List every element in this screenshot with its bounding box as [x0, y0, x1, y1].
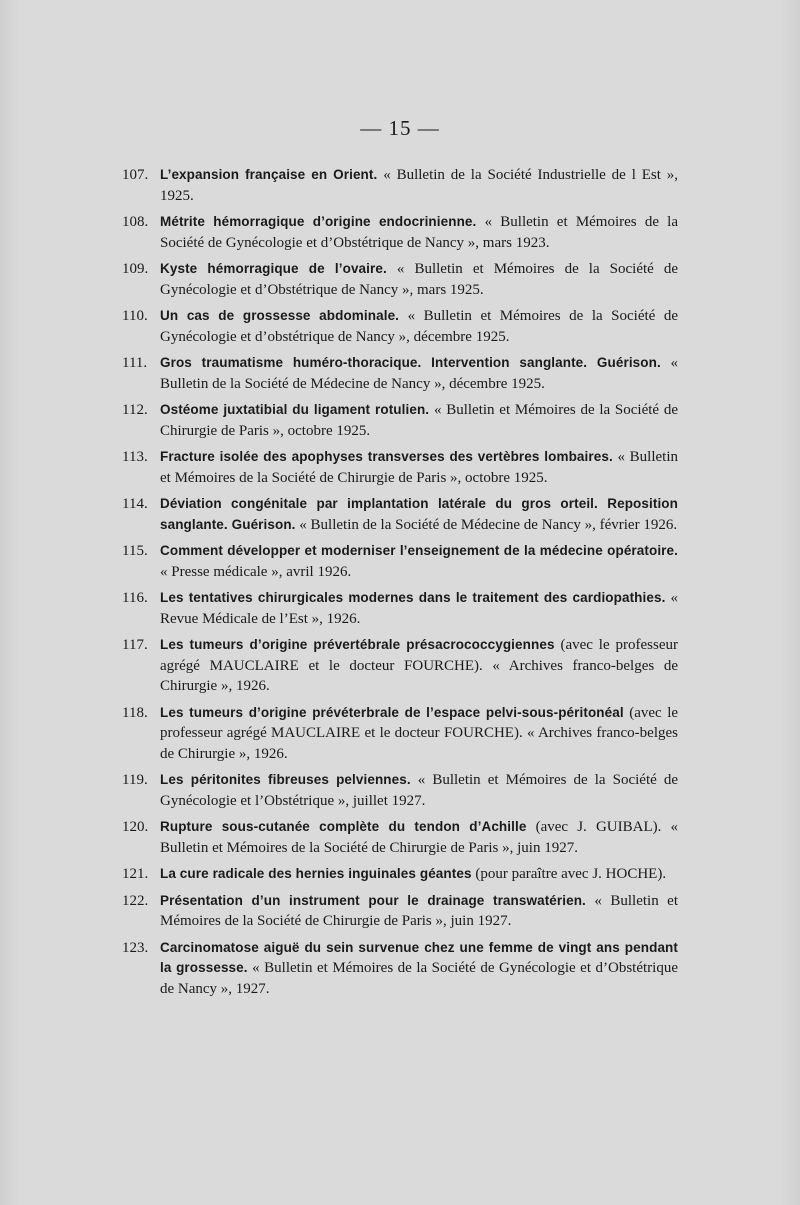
entry-reference: « Presse médicale », avril 1926. [160, 563, 352, 580]
entry-number: 121. [122, 866, 149, 882]
entry-number: 117. [122, 637, 148, 653]
entry-number: 110. [122, 308, 148, 324]
entry-reference: « Revue Médicale de l’Est », 1926. [160, 590, 678, 627]
entry-number: 118. [122, 704, 148, 721]
entry-title: La cure radicale des hernies inguinales géantes [160, 866, 472, 881]
entry-reference: « Bulletin et Mémoires de la Société de Gynécologie et d’Obstétrique de Nancy », mars 1925. [160, 261, 679, 298]
entry-title: Carcinomatose aiguë du sein survenue chez une femme de vingt ans pendant la grossesse. [160, 939, 678, 975]
entry-number: 113. [122, 449, 148, 465]
entry-title: Les péritonites fibreuses pelviennes. [160, 772, 411, 787]
entry-number: 112. [122, 402, 148, 418]
entry-reference: « Bulletin et Mémoires de la Société de Gynécologie et d’obstétrique de Nancy », décembre 1925. [160, 308, 678, 345]
entry-title: Fracture isolée des apophyses transverses des vertèbres lombaires. [160, 449, 613, 464]
entry-number: 107. [122, 167, 149, 183]
entry-title: Les tentatives chirurgicales modernes dans le traitement des cardiopathies. [160, 590, 666, 605]
entry-reference: « Bulletin et Mémoires de la Société de Chirurgie de Paris », juin 1927. [160, 892, 678, 929]
entry-reference: « Bulletin et Mémoires de la Société de Gynécologie et l’Obstétrique », juillet 1927. [160, 772, 678, 809]
entry-title: Métrite hémorragique d’origine endocrinienne. [160, 214, 477, 229]
list-item [122, 588, 678, 629]
entry-number: 114. [122, 496, 148, 512]
entry-reference: (avec J. GUIBAL). « Bulletin et Mémoires de la Société de Chirurgie de Paris », juin 1927. [160, 819, 679, 856]
list-item [122, 212, 678, 253]
entry-title: Les tumeurs d’origine prévertébrale présacrococcygiennes [160, 637, 555, 652]
entry-number: 111. [122, 355, 148, 371]
entry-reference: « Bulletin et Mémoires de la Société de Gynécologie et d’Obstétrique de Nancy », mars 1923. [160, 214, 679, 251]
list-item [122, 400, 678, 441]
list-item [122, 541, 678, 582]
page-number: — 15 — [360, 116, 440, 140]
entry-reference: (pour paraître avec J. HOCHE). [475, 866, 667, 882]
entry-title: Rupture sous-cutanée complète du tendon d’Achille [160, 819, 527, 834]
entry-reference: (avec le professeur agrégé MAUCLAIRE et le docteur FOURCHE). « Archives franco-belges de Chirurgie », 1926. [160, 704, 679, 762]
entry-number: 120. [122, 819, 149, 835]
entry-number: 109. [122, 261, 149, 277]
entry-reference: « Bulletin et Mémoires de la Société de Chirurgie de Paris », octobre 1925. [160, 449, 678, 486]
entry-number: 116. [122, 590, 148, 606]
list-item [122, 635, 678, 697]
entry-title: Ostéome juxtatibial du ligament rotulien. [160, 402, 430, 417]
entry-reference: « Bulletin et Mémoires de la Société de Chirurgie de Paris », octobre 1925. [160, 402, 679, 439]
entry-number: 123. [122, 939, 149, 956]
list-item [122, 864, 678, 885]
entry-reference: (avec le professeur agrégé MAUCLAIRE et le docteur FOURCHE). « Archives franco-belges de Chirurgie », 1926. [160, 637, 678, 694]
entry-title: Comment développer et moderniser l’enseignement de la médecine opératoire. [160, 543, 678, 558]
entry-number: 115. [122, 543, 148, 559]
bibliography-list [122, 165, 678, 1005]
entry-title: L’expansion française en Orient. [160, 167, 378, 182]
list-item [122, 447, 678, 488]
list-item [122, 165, 678, 206]
entry-title: Kyste hémorragique de l’ovaire. [160, 261, 387, 276]
entry-title: Un cas de grossesse abdominale. [160, 308, 400, 323]
entry-title: Les tumeurs d’origine prévéterbrale de l’espace pelvi-sous-péritonéal [160, 704, 624, 720]
list-item [122, 891, 678, 932]
entry-title: Gros traumatisme huméro-thoracique. Intervention sanglante. Guérison. [160, 355, 661, 370]
entry-number: 122. [122, 892, 149, 909]
entry-reference: « Bulletin de la Société de Médecine de Nancy », décembre 1925. [160, 355, 678, 392]
entry-reference: « Bulletin et Mémoires de la Société de Gynécologie et d’Obstétrique de Nancy », 1927. [160, 960, 678, 997]
list-item [122, 259, 678, 300]
entry-number: 108. [122, 214, 149, 230]
entry-title: Déviation congénitale par implantation latérale du gros orteil. Reposition sanglante. Guérison. [160, 496, 678, 532]
list-item [122, 703, 678, 765]
list-item [122, 770, 678, 811]
entry-reference: « Bulletin de la Société Industrielle de l Est », 1925. [160, 167, 679, 204]
entry-reference: « Bulletin de la Société de Médecine de Nancy », février 1926. [299, 516, 678, 533]
list-item [122, 306, 678, 347]
list-item [122, 938, 678, 1000]
list-item [122, 494, 678, 535]
entry-number: 119. [122, 772, 148, 788]
list-item [122, 817, 678, 858]
list-item [122, 353, 678, 394]
entry-title: Présentation d’un instrument pour le drainage transwatérien. [160, 892, 586, 908]
